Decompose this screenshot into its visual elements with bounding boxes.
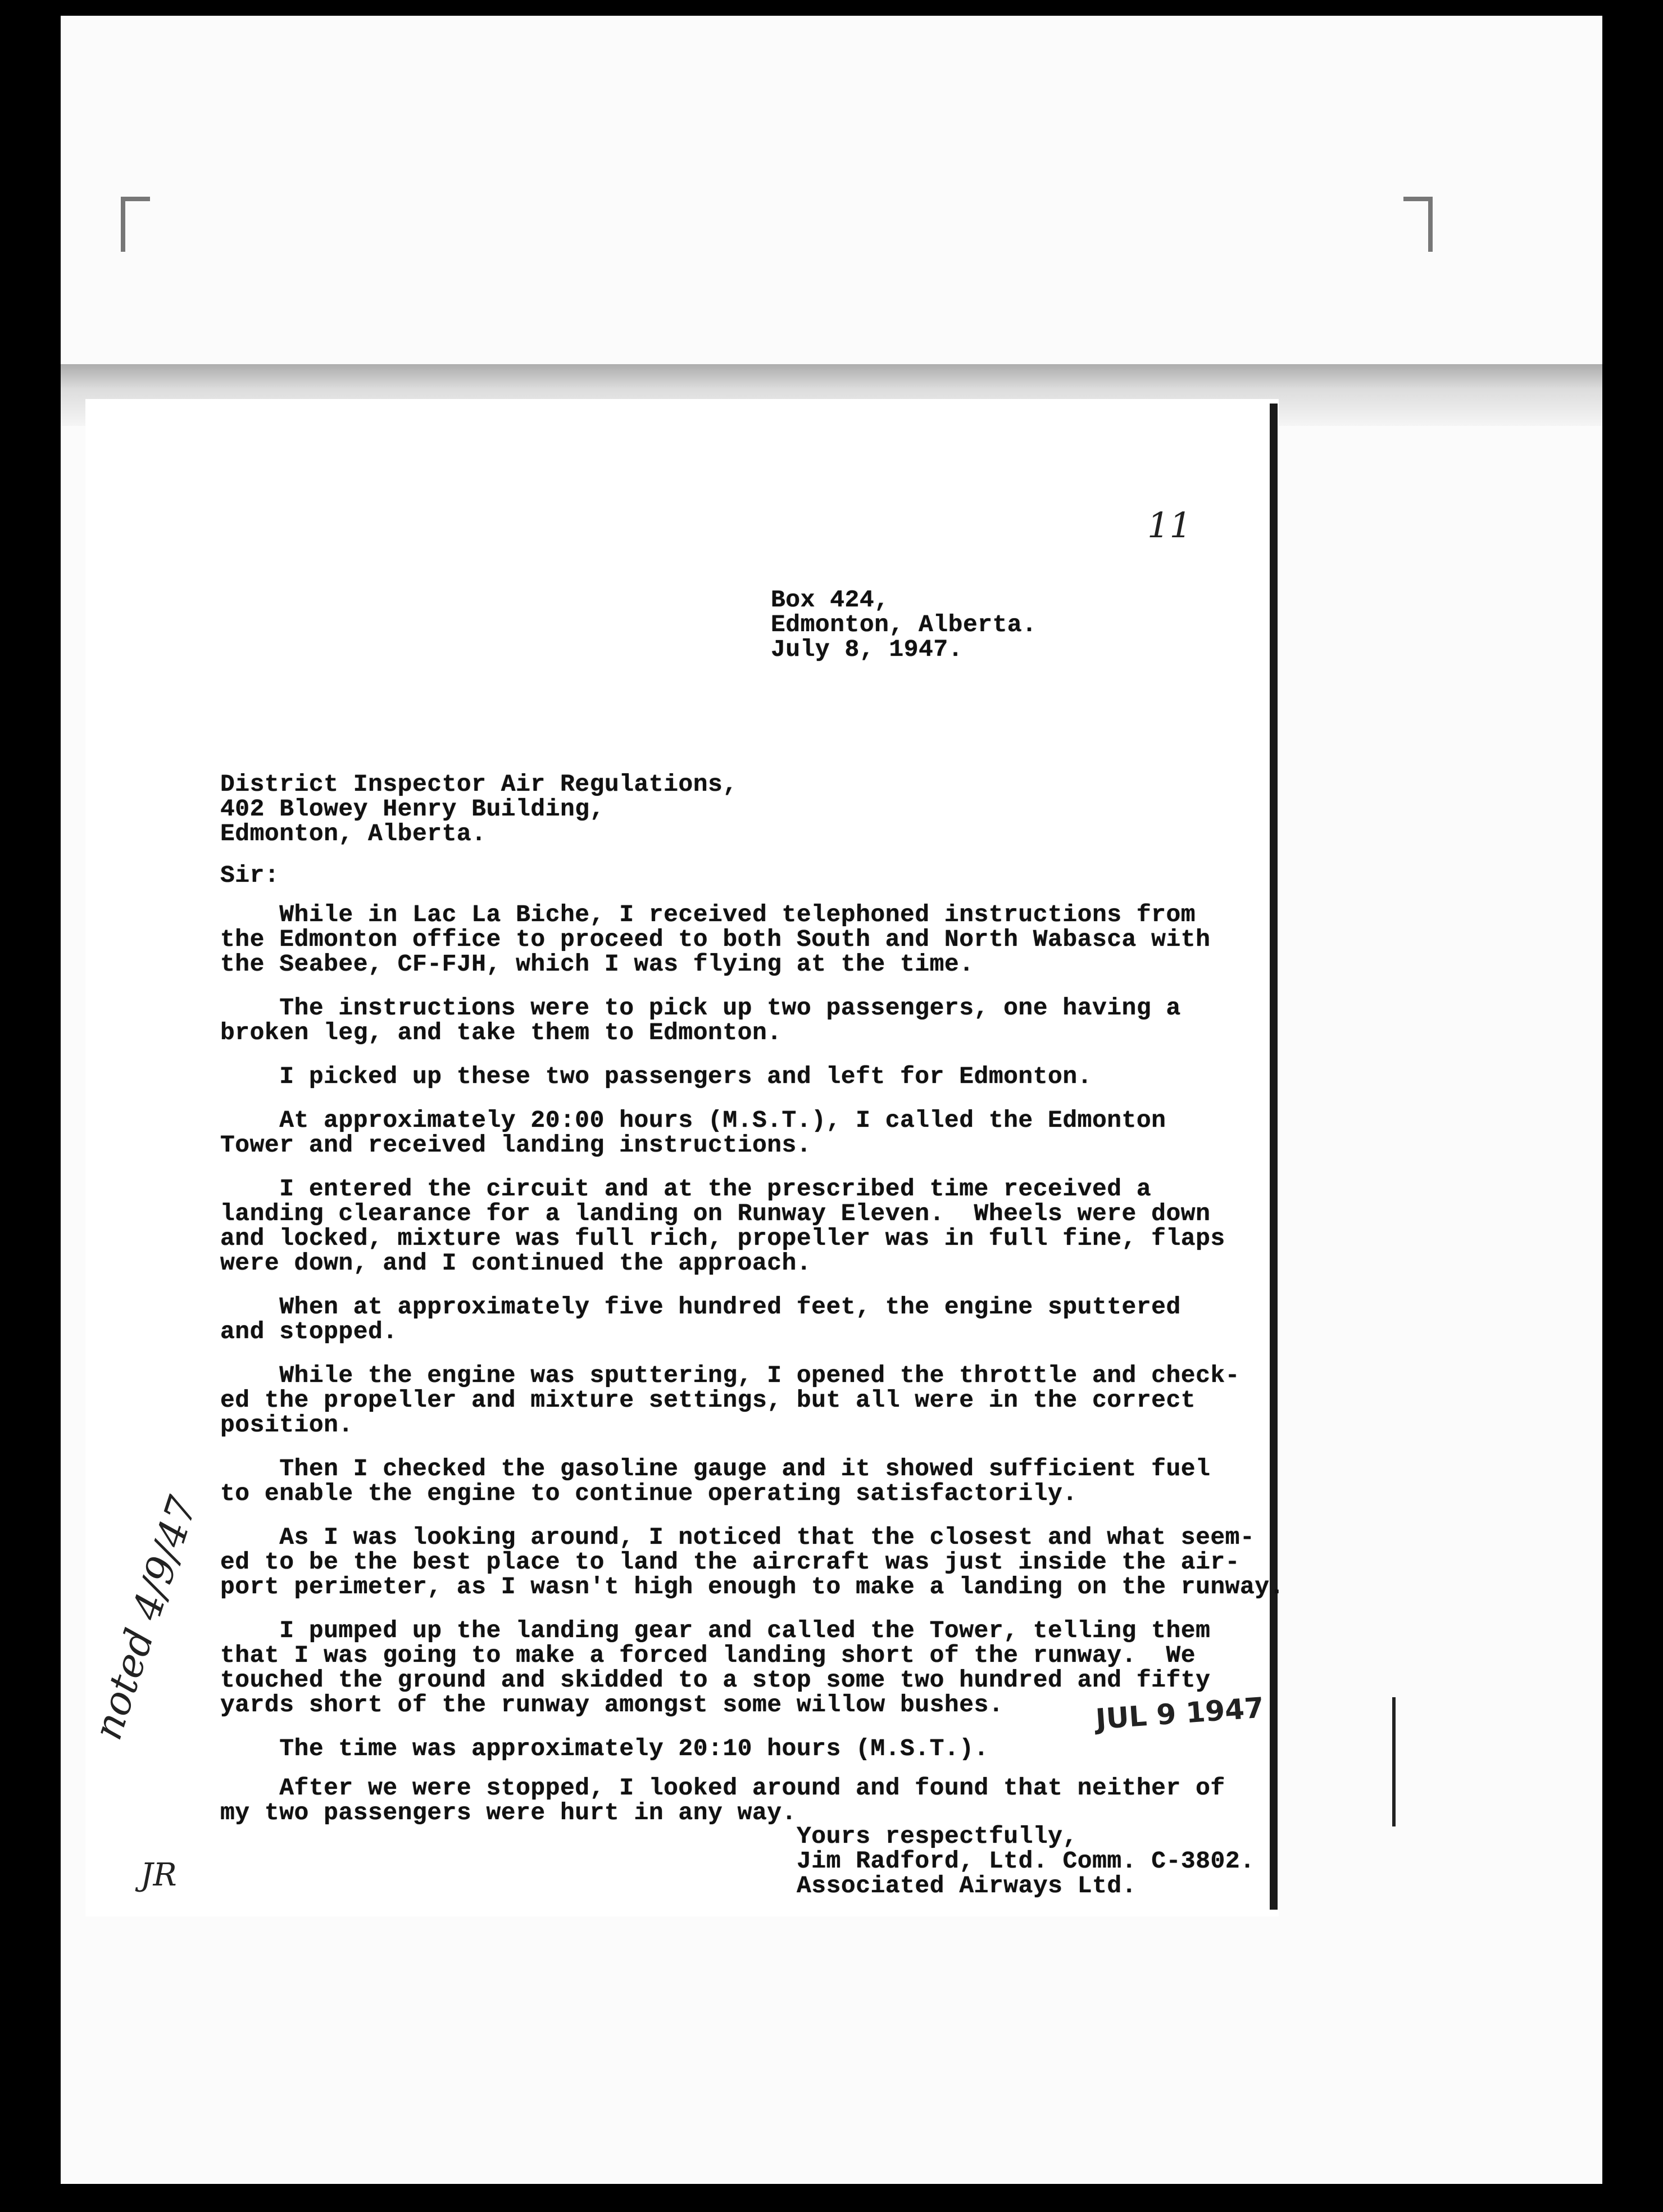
body-line: At approximately 20:00 hours (M.S.T.), I called the Edmonton bbox=[220, 1107, 1166, 1134]
letter-edge bbox=[1270, 404, 1278, 1910]
body-line: Then I checked the gasoline gauge and it showed sufficient fuel bbox=[220, 1455, 1211, 1483]
body-line: yards short of the runway amongst some willow bushes. bbox=[220, 1691, 1004, 1719]
body-line: my two passengers were hurt in any way. bbox=[220, 1799, 797, 1826]
body-line: After we were stopped, I looked around and found that neither of bbox=[220, 1774, 1225, 1802]
recipient-line2: 402 Blowey Henry Building, bbox=[220, 795, 605, 823]
received-date-stamp: JUL 9 1947 bbox=[1094, 1691, 1265, 1736]
body-line: broken leg, and take them to Edmonton. bbox=[220, 1019, 782, 1046]
sender-address-line2: Edmonton, Alberta. bbox=[771, 611, 1037, 638]
body-line: and stopped. bbox=[220, 1318, 398, 1345]
body-line: to enable the engine to continue operating satisfactorily. bbox=[220, 1480, 1078, 1507]
body-line: I pumped up the landing gear and called the Tower, telling them bbox=[220, 1617, 1211, 1644]
closing-line3: Associated Airways Ltd. bbox=[797, 1872, 1137, 1900]
recipient-line1: District Inspector Air Regulations, bbox=[220, 770, 738, 798]
body-line: The instructions were to pick up two passengers, one having a bbox=[220, 994, 1181, 1022]
closing-line2: Jim Radford, Ltd. Comm. C-3802. bbox=[797, 1847, 1255, 1875]
body-line: I picked up these two passengers and left for Edmonton. bbox=[220, 1063, 1092, 1090]
body-line: the Edmonton office to proceed to both South and North Wabasca with bbox=[220, 926, 1211, 953]
body-line: While in Lac La Biche, I received telephoned instructions from bbox=[220, 901, 1196, 928]
letter-date: July 8, 1947. bbox=[771, 636, 963, 663]
recipient-line3: Edmonton, Alberta. bbox=[220, 820, 487, 847]
body-line: ed the propeller and mixture settings, but all were in the correct bbox=[220, 1386, 1196, 1414]
handwritten-initials: JR bbox=[140, 1857, 177, 1893]
body-line: ed to be the best place to land the aircraft was just inside the air- bbox=[220, 1548, 1240, 1576]
body-line: The time was approximately 20:10 hours (M.S.T.). bbox=[220, 1735, 989, 1762]
sender-address-line1: Box 424, bbox=[771, 586, 889, 614]
body-line: landing clearance for a landing on Runway Eleven. Wheels were down bbox=[220, 1200, 1211, 1227]
body-line: port perimeter, as I wasn't high enough to make a landing on the runway. bbox=[220, 1573, 1284, 1601]
crop-mark-left bbox=[121, 197, 150, 252]
body-line: I entered the circuit and at the prescribed time received a bbox=[220, 1175, 1152, 1203]
body-line: As I was looking around, I noticed that the closest and what seem- bbox=[220, 1524, 1255, 1551]
handwritten-notation: noted 4/9/47 bbox=[84, 1490, 206, 1746]
body-line: touched the ground and skidded to a stop some two hundred and fifty bbox=[220, 1666, 1211, 1694]
body-line: When at approximately five hundred feet, the engine sputtered bbox=[220, 1293, 1181, 1321]
body-line: While the engine was sputtering, I opened the throttle and check- bbox=[220, 1362, 1240, 1389]
body-line: the Seabee, CF-FJH, which I was flying at the time. bbox=[220, 950, 974, 978]
page-mark: 11 bbox=[1147, 505, 1192, 546]
body-line: Tower and received landing instructions. bbox=[220, 1131, 812, 1159]
body-line: were down, and I continued the approach. bbox=[220, 1249, 812, 1277]
body-line: and locked, mixture was full rich, propeller was in full fine, flaps bbox=[220, 1225, 1225, 1252]
closing-line1: Yours respectfully, bbox=[797, 1823, 1078, 1850]
salutation: Sir: bbox=[220, 862, 280, 889]
margin-rule bbox=[1392, 1697, 1396, 1826]
body-line: position. bbox=[220, 1411, 353, 1439]
body-line: that I was going to make a forced landing short of the runway. We bbox=[220, 1642, 1196, 1669]
crop-mark-right bbox=[1403, 197, 1433, 252]
